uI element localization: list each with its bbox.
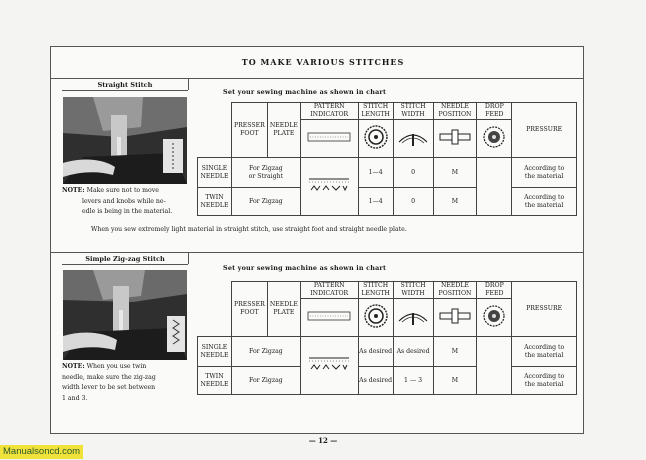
needle-position-lever-cell: [433, 299, 477, 337]
straight-stitch-photo: [63, 97, 187, 184]
pattern-chart-icon: [307, 175, 351, 195]
needle-position-lever-icon: [438, 128, 472, 146]
zigzag-stitch-photo: [63, 270, 187, 360]
note-line: levers and knobs while ne-: [82, 197, 166, 205]
sewing-machine-illustration: [63, 97, 187, 184]
settings-chart-zigzag: [197, 281, 577, 395]
instruction-text: Set your sewing machine as shown in chart: [223, 88, 387, 96]
stitch-width-lever-icon: [396, 305, 430, 327]
drop-feed-knob-cell: [477, 120, 512, 158]
section-divider: [50, 252, 584, 253]
pattern-indicator-icon-cell: [300, 120, 358, 158]
header-needle-position: NEEDLE POSITION: [433, 282, 477, 299]
note-line: width lever to be set between: [62, 384, 156, 392]
stitch-length-dial-icon: [363, 124, 389, 150]
row-needle-position: M: [433, 188, 477, 216]
row-drop-feed: [477, 337, 512, 395]
row-stitch-width: As desired: [393, 337, 433, 367]
pattern-chart-cell: [300, 158, 358, 216]
row-stitch-width: 1 — 3: [393, 367, 433, 395]
page-title: TO MAKE VARIOUS STITCHES: [241, 57, 405, 67]
stitch-length-dial-icon: [363, 303, 389, 329]
note-line: edle is being in the material.: [82, 208, 173, 216]
section-label-zigzag: Simple Zig-zag Stitch: [85, 255, 165, 263]
corner-cell: [198, 282, 232, 337]
row-needle-position: M: [433, 337, 477, 367]
needle-position-lever-cell: [433, 120, 477, 158]
row-foot-plate: For Zigzag: [231, 367, 300, 395]
stitch-length-dial-cell: [358, 120, 393, 158]
header-drop-feed: DROP FEED: [477, 103, 512, 120]
header-needle-position: NEEDLE POSITION: [433, 103, 477, 120]
row-stitch-length: As desired: [358, 367, 393, 395]
header-stitch-length: STITCH LENGTH: [358, 103, 393, 120]
row-stitch-length: 1—4: [358, 188, 393, 216]
row-pressure: According to the material: [512, 367, 577, 395]
row-stitch-length: As desired: [358, 337, 393, 367]
corner-cell: [198, 103, 232, 158]
stitch-length-dial-cell: [358, 299, 393, 337]
note-line: needle, make sure the zig-zag: [62, 373, 156, 381]
header-presser-foot: PRESSER FOOT: [231, 282, 267, 337]
stitch-width-lever-icon: [396, 126, 430, 148]
note-straight: [62, 186, 190, 218]
settings-chart-straight: [197, 102, 577, 216]
instruction-text: Set your sewing machine as shown in chart: [223, 264, 387, 272]
note-line: NOTE: Make sure not to move: [62, 187, 159, 194]
stitch-width-lever-cell: [393, 299, 433, 337]
pattern-chart-icon: [307, 354, 351, 374]
pattern-indicator-icon-cell: [300, 299, 358, 337]
sewing-machine-illustration: [63, 270, 187, 360]
section-divider: [50, 78, 584, 79]
row-needle-label: SINGLE NEEDLE: [198, 337, 232, 367]
label-divider: [188, 78, 189, 90]
row-stitch-width: 0: [393, 188, 433, 216]
row-pressure: According to the material: [512, 158, 577, 188]
full-width-note: When you sew extremely light material in straight stitch, use straight foot and straight needle plate.: [91, 226, 407, 233]
row-stitch-width: 0: [393, 158, 433, 188]
row-stitch-length: 1—4: [358, 158, 393, 188]
row-drop-feed: [477, 158, 512, 216]
header-pattern-indicator: PATTERN INDICATOR: [300, 103, 358, 120]
header-pressure: PRESSURE: [512, 282, 577, 337]
label-underline: [62, 264, 188, 265]
drop-feed-knob-icon: [482, 304, 506, 328]
drop-feed-knob-icon: [482, 125, 506, 149]
note-line: 1 and 3.: [62, 394, 88, 402]
drop-feed-knob-cell: [477, 299, 512, 337]
section-label-straight: Straight Stitch: [97, 81, 153, 89]
row-pressure: According to the material: [512, 337, 577, 367]
label-divider: [188, 252, 189, 264]
header-stitch-width: STITCH WIDTH: [393, 282, 433, 299]
pattern-chart-cell: [300, 337, 358, 395]
header-stitch-width: STITCH WIDTH: [393, 103, 433, 120]
page-number: — 12 —: [308, 436, 338, 445]
row-pressure: According to the material: [512, 188, 577, 216]
header-pressure: PRESSURE: [512, 103, 577, 158]
note-line: NOTE: When you use twin: [62, 363, 147, 370]
header-presser-foot: PRESSER FOOT: [231, 103, 267, 158]
row-needle-position: M: [433, 367, 477, 395]
header-pattern-indicator: PATTERN INDICATOR: [300, 282, 358, 299]
watermark: Manualsoncd.com: [0, 445, 83, 459]
header-stitch-length: STITCH LENGTH: [358, 282, 393, 299]
stitch-width-lever-cell: [393, 120, 433, 158]
row-foot-plate: For Zigzag or Straight: [231, 158, 300, 188]
pattern-indicator-icon: [307, 310, 351, 322]
pattern-indicator-icon: [307, 131, 351, 143]
header-needle-plate: NEEDLE PLATE: [267, 103, 300, 158]
label-underline: [62, 90, 188, 91]
row-needle-label: SINGLE NEEDLE: [198, 158, 232, 188]
row-needle-label: TWIN NEEDLE: [198, 188, 232, 216]
row-needle-position: M: [433, 158, 477, 188]
note-zigzag: [62, 362, 190, 404]
row-foot-plate: For Zigzag: [231, 188, 300, 216]
row-foot-plate: For Zigzag: [231, 337, 300, 367]
needle-position-lever-icon: [438, 307, 472, 325]
row-needle-label: TWIN NEEDLE: [198, 367, 232, 395]
header-needle-plate: NEEDLE PLATE: [267, 282, 300, 337]
header-drop-feed: DROP FEED: [477, 282, 512, 299]
